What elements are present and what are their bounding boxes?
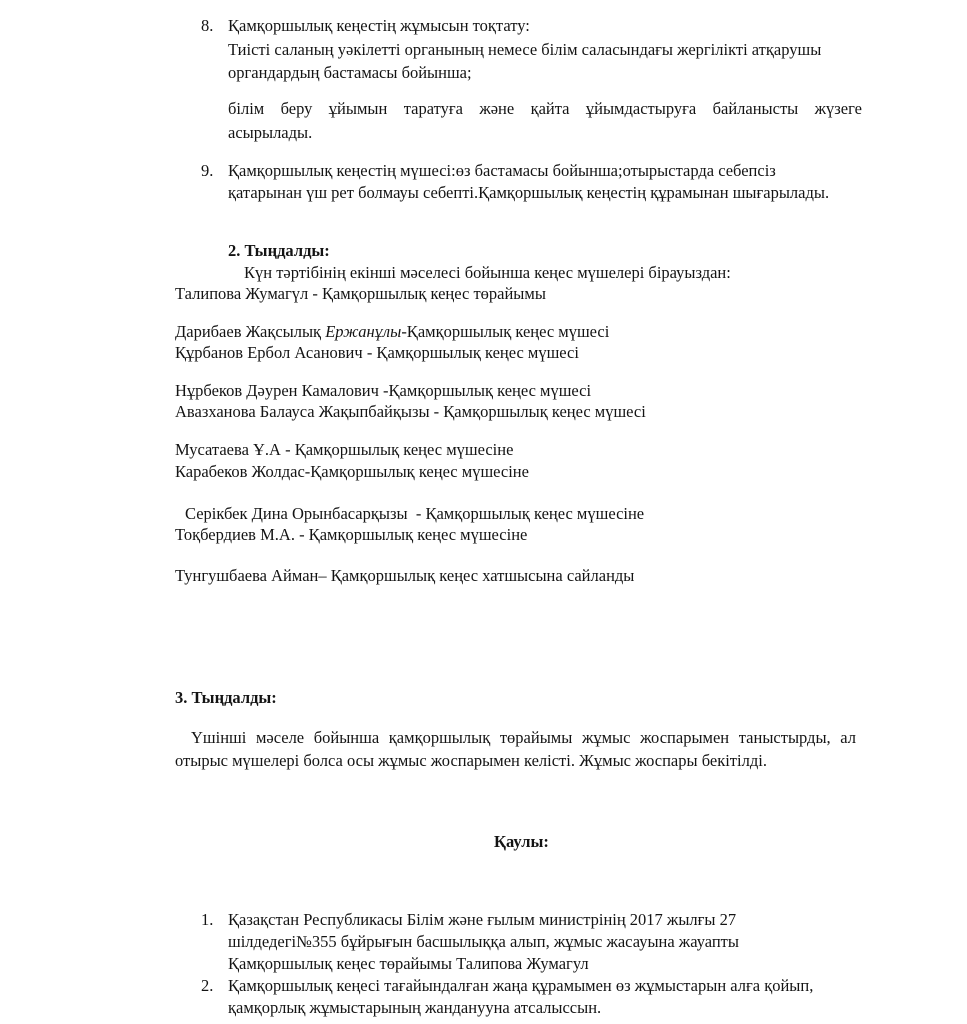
member-line: Тунгушбаева Айман– Қамқоршылық кеңес хатшысына сайланды [175,566,635,585]
member-line: Серікбек Дина Орынбасарқызы - Қамқоршылық кеңес мүшесіне [185,504,645,523]
item-8-line-2: органдардың бастамасы бойынша; [228,63,472,82]
member-line: Дарибаев Жақсылық Ержанұлы-Қамқоршылық кеңес мүшесі [175,322,610,341]
item-8-line-3: білім беру ұйымын таратуға және қайта ұйымдастыруға байланысты жүзеге [228,99,862,118]
member-line: Мусатаева Ұ.А - Қамқоршылық кеңес мүшесіне [175,440,514,459]
decision-heading: Қаулы: [494,832,549,851]
item-9-line-2: қатарынан үш рет болмауы себепті.Қамқоршылық кеңестің құрамынан шығарылады. [228,183,830,202]
section-3-line-2: отырыс мүшелері болса осы жұмыс жоспарымен келісті. Жұмыс жоспары бекітілді. [175,751,767,770]
decision-item-1-line-3: Қамқоршылық кеңес төрайымы Талипова Жумагул [228,954,589,973]
decision-item-2-number: 2. [201,976,214,995]
member-line: Тоқбердиев М.А. - Қамқоршылық кеңес мүшесіне [175,525,528,544]
item-8-line-1: Тиісті саланың уәкілетті органының немесе білім саласындағы жергілікті атқарушы [228,40,822,59]
item-8-line-4: асырылады. [228,123,313,142]
decision-item-1-line-2: шілдедегі№355 бұйрығын басшылыққа алып, жұмыс жасауына жауапты [228,932,739,951]
section-2-intro: Күн тәртібінің екінші мәселесі бойынша кеңес мүшелері бірауыздан: [244,263,731,282]
decision-item-2-line-1: Қамқоршылық кеңесі тағайындалған жаңа құрамымен өз жұмыстарын алға қойып, [228,976,814,995]
member-line: Құрбанов Ербол Асанович - Қамқоршылық кеңес мүшесі [175,343,579,362]
item-8-number: 8. [201,16,214,35]
item-9-line-1: Қамқоршылық кеңестің мүшесі:өз бастамасы бойынша;отырыстарда себепсіз [228,161,776,180]
section-3-line-1: Үшінші мәселе бойынша қамқоршылық төрайымы жұмыс жоспарымен таныстырды, ал [191,728,856,747]
member-line: Талипова Жумагүл - Қамқоршылық кеңес төрайымы [175,284,546,303]
member-line: Нұрбеков Дәурен Камалович -Қамқоршылық кеңес мүшесі [175,381,592,400]
member-line: Карабеков Жолдас-Қамқоршылық кеңес мүшесіне [175,462,529,481]
decision-item-1-number: 1. [201,910,214,929]
item-9-number: 9. [201,161,214,180]
member-line: Авазханова Балауса Жақыпбайқызы - Қамқоршылық кеңес мүшесі [175,402,646,421]
decision-item-1-line-1: Қазақстан Республикасы Білім және ғылым министрінің 2017 жылғы 27 [228,910,737,929]
section-3-heading: 3. Тыңдалды: [175,688,277,707]
section-2-heading: 2. Тыңдалды: [228,241,330,260]
decision-item-2-line-2: қамқорлық жұмыстарының жанданууна атсалыссын. [228,998,602,1017]
item-8-title: Қамқоршылық кеңестің жұмысын тоқтату: [228,16,530,35]
